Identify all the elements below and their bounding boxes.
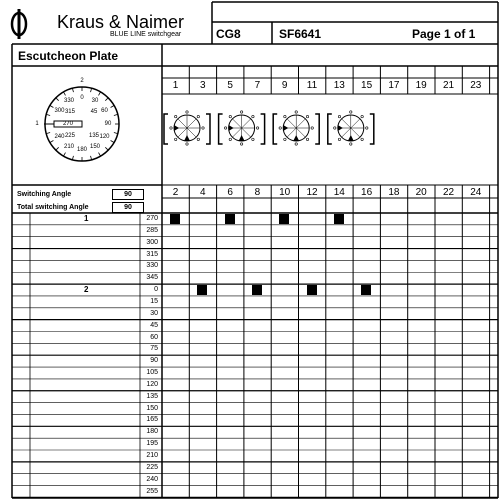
column-number-top: 13 [333, 80, 345, 91]
dial-tick [64, 92, 66, 95]
contact-terminal [295, 111, 297, 113]
escutcheon-dial [20, 72, 160, 182]
dial-tick [64, 153, 66, 156]
angle-label: 240 [146, 475, 158, 483]
column-number-top: 21 [442, 80, 455, 91]
dial-angle-label: 180 [76, 147, 88, 153]
dial-tick [114, 114, 118, 115]
column-number-top: 9 [281, 80, 288, 91]
dial-angle-label: 60 [101, 108, 108, 114]
contact-terminal [256, 127, 258, 129]
column-number-top: 19 [415, 80, 427, 91]
contact-terminal [229, 138, 231, 140]
brand-name: Kraus & Naimer [57, 12, 185, 32]
contact-terminal [338, 138, 340, 140]
column-number-top: 15 [361, 80, 373, 91]
dial-tick [91, 156, 92, 160]
contact-spoke [242, 128, 251, 137]
contact-closed-mark [334, 214, 344, 224]
switching-angle-value: 90 [112, 189, 144, 200]
contact-side-arrow [174, 125, 179, 131]
angle-label: 150 [146, 404, 158, 412]
column-number-bottom: 24 [470, 187, 482, 198]
page-indicator: Page 1 of 1 [412, 27, 476, 41]
dial-tick [50, 141, 53, 143]
dial-inner-label: 135 [89, 133, 100, 140]
column-number-bottom: 6 [227, 187, 233, 198]
contact-spoke [178, 119, 187, 128]
contact-spoke [178, 128, 187, 137]
contact-bottom-arrow [184, 135, 190, 141]
angle-label: 60 [150, 333, 158, 341]
contact-closed-mark [307, 285, 317, 295]
dial-angle-label: 150 [89, 143, 101, 150]
dial-tick [99, 153, 101, 156]
contact-terminal [174, 115, 176, 117]
contact-terminal [350, 143, 352, 145]
contact-side-arrow [283, 125, 288, 131]
dial-inner-label: 45 [90, 108, 98, 115]
contact-terminal [284, 138, 286, 140]
column-number-bottom: 14 [333, 187, 345, 198]
contact-terminal [366, 127, 368, 129]
contact-spoke [296, 128, 305, 137]
contact-closed-mark [197, 285, 207, 295]
dial-angle-label: 330 [63, 98, 75, 105]
angle-label: 30 [150, 309, 158, 317]
contact-spoke [287, 128, 296, 137]
angle-label: 180 [146, 428, 158, 436]
dial-angle-label: 300 [54, 108, 65, 114]
angle-label: 0 [154, 286, 158, 294]
contact-closed-mark [252, 285, 262, 295]
angle-label: 120 [146, 380, 158, 388]
contact-terminal [295, 143, 297, 145]
contact-bottom-arrow [293, 135, 299, 141]
contact-terminal [170, 127, 172, 129]
contact-terminal [279, 127, 281, 129]
angle-label: 90 [150, 357, 158, 365]
contact-terminal [224, 127, 226, 129]
total-switching-angle-label: Total switching Angle [17, 204, 89, 211]
contact-terminal [174, 138, 176, 140]
contact-terminal [334, 127, 336, 129]
dial-tick [46, 133, 50, 134]
dial-tick [46, 114, 50, 115]
angle-label: 300 [146, 238, 158, 246]
contact-closed-mark [279, 214, 289, 224]
column-number-top: 11 [306, 80, 318, 91]
column-number-bottom: 10 [279, 187, 291, 198]
contact-spoke [342, 119, 351, 128]
total-switching-angle-value: 90 [112, 202, 144, 213]
angle-label: 255 [146, 487, 158, 495]
escutcheon-title: Escutcheon Plate [18, 49, 119, 63]
dial-angle-label: 240 [54, 134, 65, 140]
angle-label: 330 [146, 262, 158, 270]
contact-terminal [186, 143, 188, 145]
angle-label: 165 [146, 416, 158, 424]
dial-inner-label: 225 [64, 133, 75, 140]
column-number-bottom: 18 [388, 187, 400, 198]
contact-spoke [351, 128, 360, 137]
angle-label: 285 [146, 226, 158, 234]
angle-label: 75 [150, 345, 158, 353]
contact-closed-mark [361, 285, 371, 295]
contact-terminal [240, 143, 242, 145]
contact-terminal [229, 115, 231, 117]
position-number: 1 [84, 214, 89, 223]
dial-angle-label: 90 [104, 121, 112, 127]
contact-terminal [306, 115, 308, 117]
dial-tick [105, 98, 108, 101]
contact-terminal [197, 138, 199, 140]
column-number-top: 5 [227, 80, 233, 91]
dial-angle-label: 120 [99, 134, 110, 140]
column-number-bottom: 16 [361, 187, 373, 198]
dial-angle-label: 0 [80, 95, 84, 101]
angle-label: 105 [146, 369, 158, 377]
contact-spoke [232, 119, 241, 128]
angle-label: 135 [146, 392, 158, 400]
contact-bottom-arrow [239, 135, 245, 141]
contact-side-arrow [338, 125, 343, 131]
contact-spoke [187, 119, 196, 128]
dial-tick [91, 88, 92, 92]
contact-terminal [361, 138, 363, 140]
column-number-top: 3 [200, 80, 206, 91]
dial-tick [99, 92, 101, 95]
column-number-bottom: 12 [306, 187, 318, 198]
dial-handle-label: 270 [62, 121, 74, 127]
contact-spoke [296, 119, 305, 128]
column-number-bottom: 4 [200, 187, 206, 198]
contact-spoke [187, 128, 196, 137]
switching-angle-label: Switching Angle [17, 191, 72, 198]
angle-label: 45 [150, 321, 158, 329]
dial-tick [72, 156, 73, 160]
contact-terminal [202, 127, 204, 129]
column-number-bottom: 22 [442, 187, 455, 198]
column-number-top: 7 [254, 80, 261, 91]
contact-side-arrow [229, 125, 234, 131]
contact-terminal [252, 138, 254, 140]
angle-label: 315 [146, 250, 158, 258]
column-number-top: 17 [388, 80, 400, 91]
contact-terminal [311, 127, 313, 129]
dial-tick [72, 88, 73, 92]
contact-spoke [242, 119, 251, 128]
dial-tick [50, 106, 53, 108]
contact-spoke [232, 128, 241, 137]
contact-terminal [240, 111, 242, 113]
angle-label: 270 [146, 215, 158, 222]
column-number-top: 23 [470, 80, 482, 91]
contact-terminal [197, 115, 199, 117]
contact-terminal [252, 115, 254, 117]
dial-tick [111, 106, 114, 108]
contact-terminal [186, 111, 188, 113]
contact-terminal [338, 115, 340, 117]
contact-terminal [284, 115, 286, 117]
contact-terminal [306, 138, 308, 140]
position-number: 2 [84, 285, 89, 295]
dial-position-1-label: 1 [35, 121, 39, 127]
angle-label: 210 [146, 452, 158, 459]
contact-spoke [342, 128, 351, 137]
dial-tick [111, 141, 114, 143]
dial-tick [56, 147, 59, 150]
contact-terminal [361, 115, 363, 117]
dial-position-2-label: 2 [80, 78, 84, 84]
dial-tick [114, 133, 118, 134]
dial-inner-label: 315 [64, 108, 75, 115]
column-number-bottom: 20 [415, 187, 427, 198]
column-number-top: 1 [172, 80, 179, 91]
contact-spoke [287, 119, 296, 128]
column-number-bottom: 2 [172, 187, 179, 198]
column-number-bottom: 8 [254, 187, 261, 198]
angle-label: 15 [150, 297, 158, 305]
contact-closed-mark [170, 214, 180, 224]
dial-tick [105, 147, 108, 150]
contact-bottom-arrow [348, 135, 354, 141]
dial-tick [56, 98, 59, 101]
angle-label: 195 [146, 440, 158, 448]
brand-subtitle: BLUE LINE switchgear [110, 31, 182, 38]
dial-angle-label: 30 [91, 98, 99, 105]
dial-angle-label: 210 [63, 143, 75, 150]
contact-closed-mark [225, 214, 235, 224]
part-number: SF6641 [279, 27, 322, 41]
angle-label: 225 [146, 463, 158, 471]
contact-spoke [351, 119, 360, 128]
contact-terminal [350, 111, 352, 113]
angle-label: 345 [146, 274, 158, 282]
series-code: CG8 [216, 27, 241, 41]
contact-diagram [160, 96, 500, 186]
